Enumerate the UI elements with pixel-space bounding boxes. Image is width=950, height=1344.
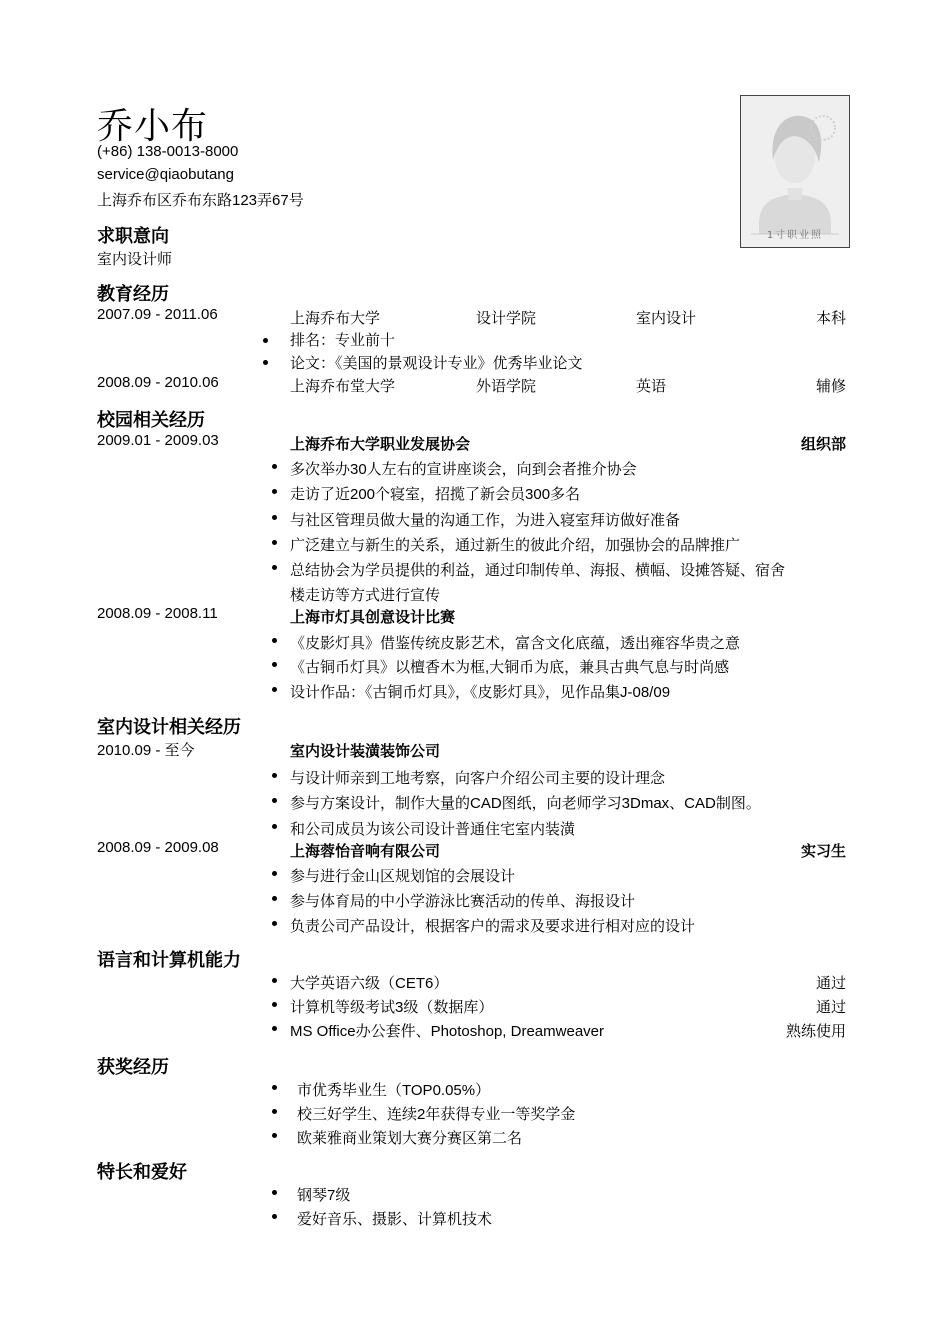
award-item: 校三好学生、连续2年获得专业一等奖学金 [297,1106,576,1123]
bullet-icon [272,515,277,520]
section-title-skills: 语言和计算机能力 [97,950,241,971]
bullet-icon [272,540,277,545]
hobby-item: 爱好音乐、摄影、计算机技术 [297,1211,493,1228]
campus-bullet: 设计作品：《古铜币灯具》，《皮影灯具》，见作品集J-08/09 [290,684,671,701]
home-address: 上海乔布区乔布东路123弄67号 [97,192,304,209]
hobby-item: 钢琴7级 [297,1187,351,1204]
bullet-icon [272,1109,277,1114]
skill-item: MS Office办公套件、Photoshop, Dreamweaver [290,1023,604,1040]
bullet-icon [272,687,277,692]
education-school: 上海乔布大学 [290,310,381,327]
education-bullet: 论文：《美国的景观设计专业》优秀毕业论文 [290,355,583,372]
campus-bullet-continued: 楼走访等方式进行宣传 [290,587,441,604]
skill-level: 通过 [815,975,846,992]
objective-value: 室内设计师 [97,251,173,268]
campus-bullet: 多次举办30人左右的宣讲座谈会，向到会者推介协会 [290,461,637,478]
award-item: 欧莱雅商业策划大赛分赛区第二名 [297,1130,523,1147]
education-degree: 本科 [815,310,846,327]
interior-org: 上海蓉怡音响有限公司 [290,843,441,860]
bullet-icon [272,1002,277,1007]
bullet-icon [272,1085,277,1090]
campus-bullet: 总结协会为学员提供的利益，通过印制传单、海报、横幅、设摊答疑、宿舍 [290,562,786,579]
education-bullet: 排名：专业前十 [290,332,396,349]
bullet-icon [272,638,277,643]
bullet-icon [272,1214,277,1219]
education-date: 2007.09 - 2011.06 [97,306,218,323]
education-college: 设计学院 [476,310,537,327]
interior-role: 实习生 [800,843,846,860]
section-title-objective: 求职意向 [97,226,169,247]
section-title-awards: 获奖经历 [97,1057,169,1078]
section-title-interior: 室内设计相关经历 [97,717,241,738]
bullet-icon [272,896,277,901]
interior-date: 2008.09 - 2009.08 [97,839,219,856]
bullet-icon [272,1190,277,1195]
skill-item: 计算机等级考试3级（数据库） [290,999,494,1016]
campus-role: 组织部 [800,436,846,453]
section-title-education: 教育经历 [97,284,169,305]
bullet-icon [272,1133,277,1138]
section-title-hobbies: 特长和爱好 [97,1162,187,1183]
bullet-icon [272,464,277,469]
photo-caption: 1寸职业照 [766,230,824,241]
bullet-icon [272,871,277,876]
phone-number: (+86) 138-0013-8000 [97,143,239,160]
education-college: 外语学院 [476,378,537,395]
candidate-name: 乔小布 [97,106,209,147]
avatar-silhouette-icon [741,96,849,247]
campus-date: 2008.09 - 2008.11 [97,605,218,622]
interior-org: 室内设计装潢装饰公司 [290,743,441,760]
education-date: 2008.09 - 2010.06 [97,374,219,391]
interior-bullet: 和公司成员为该公司设计普通住宅室内装潢 [290,821,576,838]
profile-photo [740,95,850,248]
campus-bullet: 《皮影灯具》借鉴传统皮影艺术，富含文化底蕴，透出雍容华贵之意 [290,635,741,652]
bullet-icon [272,773,277,778]
interior-date: 2010.09 - 至今 [97,742,195,759]
education-school: 上海乔布堂大学 [290,378,396,395]
education-major: 室内设计 [636,310,697,327]
bullet-icon [272,662,277,667]
education-major: 英语 [636,378,667,395]
bullet-icon [272,1026,277,1031]
campus-date: 2009.01 - 2009.03 [97,432,219,449]
campus-bullet: 走访了近200个寝室，招揽了新会员300多名 [290,486,581,503]
interior-bullet: 与设计师亲到工地考察，向客户介绍公司主要的设计理念 [290,770,666,787]
section-title-campus: 校园相关经历 [97,410,205,431]
campus-bullet: 广泛建立与新生的关系，通过新生的彼此介绍，加强协会的品牌推广 [290,537,741,554]
skill-level: 通过 [815,999,846,1016]
campus-bullet: 与社区管理员做大量的沟通工作，为进入寝室拜访做好准备 [290,512,681,529]
skill-item: 大学英语六级（CET6） [290,975,449,992]
skill-level: 熟练使用 [785,1023,846,1040]
campus-org: 上海市灯具创意设计比赛 [290,609,456,626]
education-degree: 辅修 [815,378,846,395]
campus-bullet: 《古铜币灯具》以檀香木为框,大铜币为底，兼具古典气息与时尚感 [290,659,730,676]
interior-bullet: 参与进行金山区规划馆的会展设计 [290,868,516,885]
bullet-icon [272,824,277,829]
bullet-icon [272,978,277,983]
bullet-icon [272,489,277,494]
award-item: 市优秀毕业生（TOP0.05%） [297,1082,491,1099]
email-address: service@qiaobutang [97,166,234,183]
bullet-icon [272,921,277,926]
bullet-icon [263,360,268,365]
bullet-icon [272,565,277,570]
interior-bullet: 负责公司产品设计，根据客户的需求及要求进行相对应的设计 [290,918,696,935]
bullet-icon [263,338,268,343]
bullet-icon [272,798,277,803]
interior-bullet: 参与方案设计，制作大量的CAD图纸，向老师学习3Dmax、CAD制图。 [290,795,761,812]
campus-org: 上海乔布大学职业发展协会 [290,436,471,453]
interior-bullet: 参与体育局的中小学游泳比赛活动的传单、海报设计 [290,893,636,910]
